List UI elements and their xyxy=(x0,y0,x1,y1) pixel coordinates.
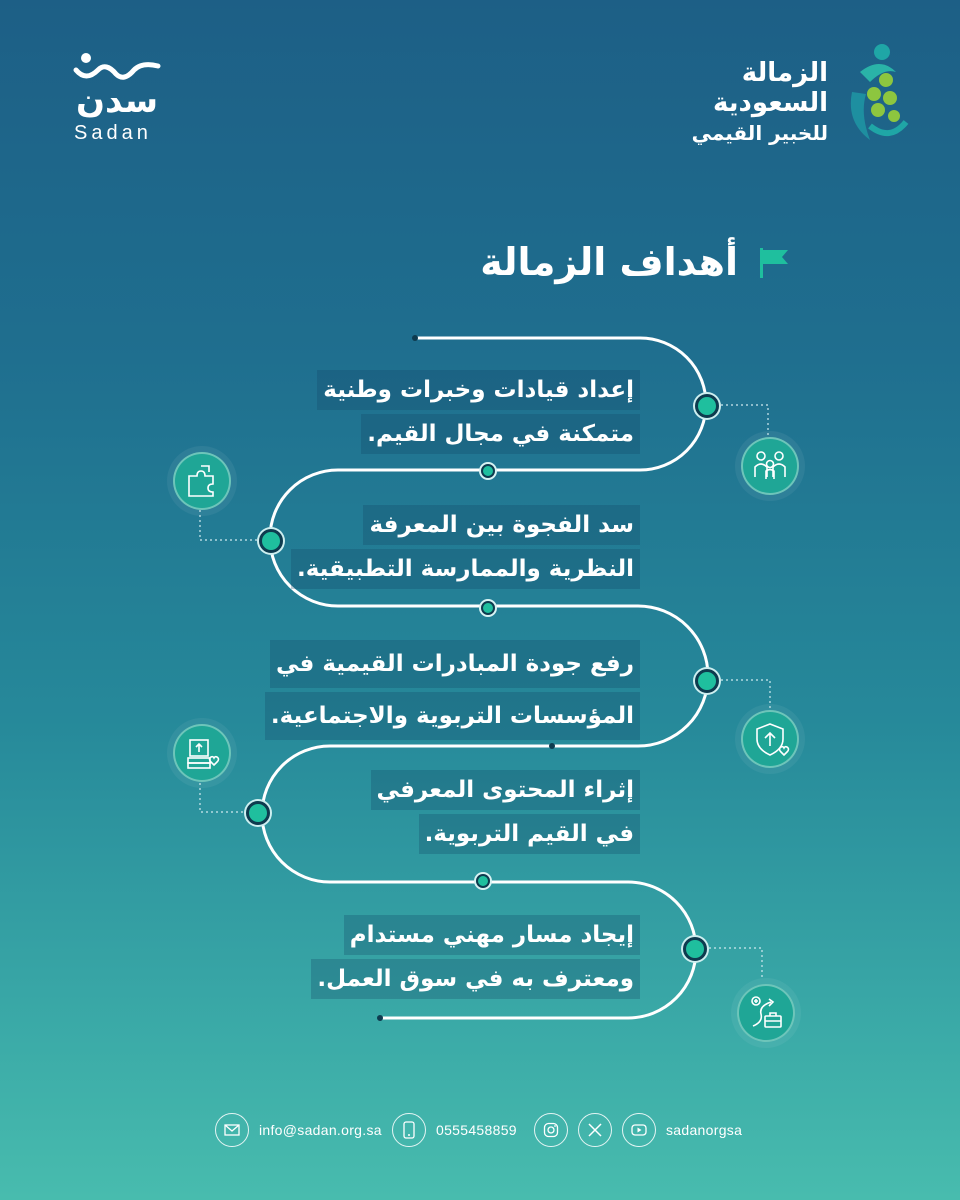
section-title: أهداف الزمالة xyxy=(480,240,738,284)
goal-3-line2: المؤسسات التربوية والاجتماعية. xyxy=(265,692,640,740)
goal-5-icon-badge xyxy=(737,984,795,1042)
social-handle[interactable]: sadanorgsa xyxy=(666,1122,743,1138)
goal-1-line1: إعداد قيادات وخبرات وطنية xyxy=(317,370,640,410)
footer-social xyxy=(534,1113,742,1147)
sadan-arabic-wordmark: سدن xyxy=(76,81,159,121)
roadmap-node-1 xyxy=(695,394,719,418)
goal-2-line2: النظرية والممارسة التطبيقية. xyxy=(291,549,640,589)
roadmap-midpoint-2 xyxy=(481,601,495,615)
goal-4-line1: إثراء المحتوى المعرفي xyxy=(371,770,640,810)
email-address[interactable]: info@sadan.org.sa xyxy=(259,1122,382,1138)
goal-3 xyxy=(180,640,640,744)
goal-4-line2: في القيم التربوية. xyxy=(419,814,640,854)
footer-email[interactable] xyxy=(215,1113,382,1147)
youtube-icon[interactable] xyxy=(622,1113,656,1147)
goal-2-line1: سد الفجوة بين المعرفة xyxy=(363,505,640,545)
instagram-icon[interactable] xyxy=(534,1113,568,1147)
goal-3-icon-badge xyxy=(741,710,799,768)
phone-number[interactable]: 0555458859 xyxy=(436,1122,517,1138)
goal-3-line1: رفع جودة المبادرات القيمية في xyxy=(270,640,640,688)
footer-phone[interactable] xyxy=(392,1113,517,1147)
program-name-line3: للخبير القيمي xyxy=(691,121,828,145)
program-name-line2: السعودية xyxy=(713,88,828,118)
goal-1-line2: متمكنة في مجال القيم. xyxy=(361,414,640,454)
roadmap-node-5 xyxy=(683,937,707,961)
x-twitter-icon[interactable] xyxy=(578,1113,612,1147)
phone-icon xyxy=(392,1113,426,1147)
shield-heart-icon xyxy=(743,712,797,766)
roadmap-midpoint-1 xyxy=(481,464,495,478)
goal-5 xyxy=(220,915,640,1003)
puzzle-icon xyxy=(175,454,229,508)
program-name-line1: الزمالة xyxy=(741,58,828,88)
roadmap-midpoint-3 xyxy=(476,874,490,888)
people-icon xyxy=(743,439,797,493)
goal-1-icon-badge xyxy=(741,437,799,495)
mail-icon xyxy=(215,1113,249,1147)
goal-5-line2: ومعترف به في سوق العمل. xyxy=(311,959,640,999)
goal-4 xyxy=(220,770,640,858)
career-icon xyxy=(739,986,793,1040)
goal-1 xyxy=(220,370,640,458)
sadan-latin-wordmark: Sadan xyxy=(74,122,152,144)
goal-5-line1: إيجاد مسار مهني مستدام xyxy=(344,915,640,955)
goal-2 xyxy=(220,505,640,593)
goal-2-icon-badge xyxy=(173,452,231,510)
roadmap-node-3 xyxy=(695,669,719,693)
